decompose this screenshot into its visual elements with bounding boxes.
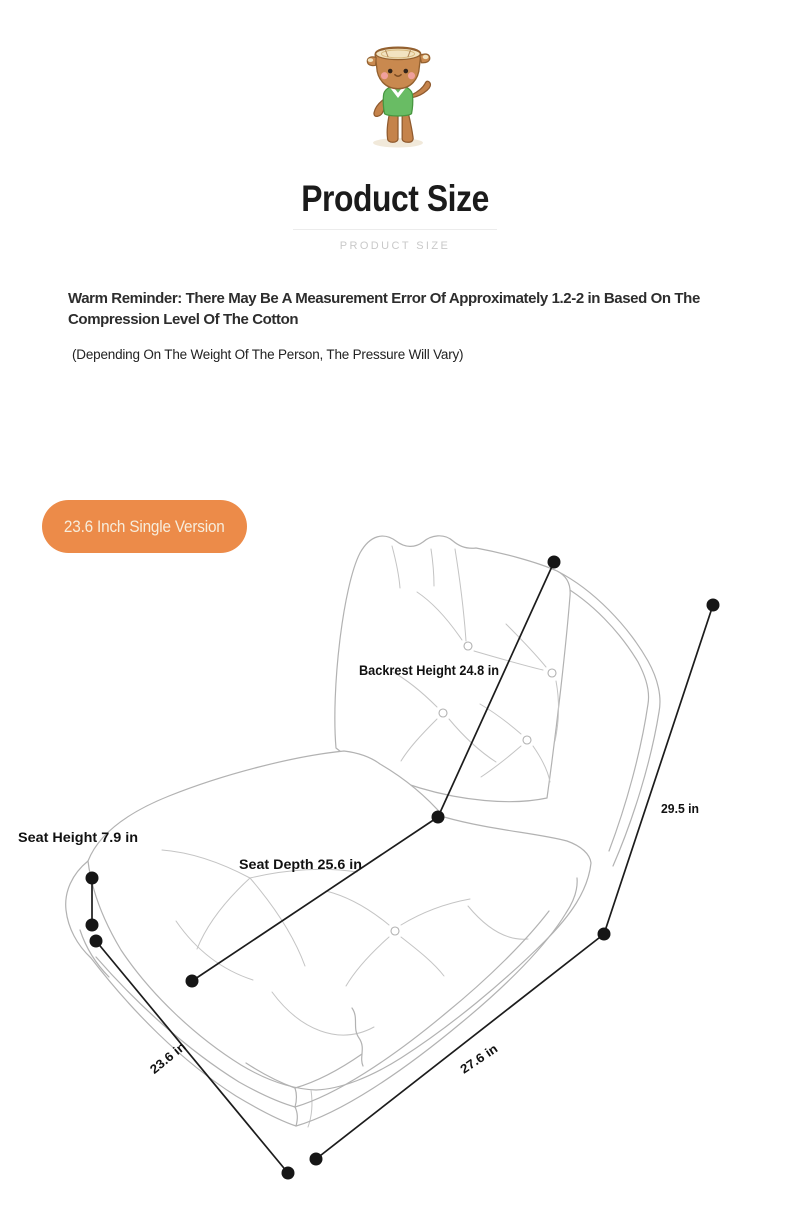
tuft-button xyxy=(523,736,531,744)
dimension-endpoint-dot xyxy=(598,928,611,941)
dimension-endpoint-dot xyxy=(86,919,99,932)
base-corner-fold xyxy=(295,1107,297,1126)
dimension-endpoint-dot xyxy=(310,1153,323,1166)
seat-depth-label: Seat Depth 25.6 in xyxy=(239,857,362,872)
overall-height-line xyxy=(604,605,713,934)
measurement-note-text: (Depending On The Weight Of The Person, The Pressure Will Vary) xyxy=(72,347,464,362)
overall-height-label: 29.5 in xyxy=(661,802,699,816)
tuft-button xyxy=(391,927,399,935)
dimension-endpoint-dot xyxy=(707,599,720,612)
backrest-side-inner-line xyxy=(560,584,649,851)
backrest-side-outline xyxy=(557,571,660,866)
tuft-button xyxy=(464,642,472,650)
page-title: Product Size xyxy=(301,178,489,219)
variant-badge-label: 23.6 Inch Single Version xyxy=(64,516,225,536)
chair-line-drawing xyxy=(66,536,660,1127)
dimension-endpoint-dot xyxy=(432,811,445,824)
page-subtitle: PRODUCT SIZE xyxy=(339,240,451,252)
width-label: 23.6 in xyxy=(147,1041,187,1077)
seat-height-label: Seat Height 7.9 in xyxy=(18,830,138,845)
depth-label: 27.6 in xyxy=(457,1043,498,1077)
dimension-endpoint-dot xyxy=(282,1167,295,1180)
dimension-endpoint-dot xyxy=(548,556,561,569)
dimension-endpoint-dot xyxy=(90,935,103,948)
dimension-endpoint-dot xyxy=(186,975,199,988)
dimension-endpoint-dot xyxy=(86,872,99,885)
backrest-height-label: Backrest Height 24.8 in xyxy=(359,663,499,678)
tuft-button xyxy=(439,709,447,717)
measurement-warning-text: Warm Reminder: There May Be A Measurement Error Of Approximately 1.2-2 in Based On The Compression Level Of The Cotton xyxy=(68,290,700,329)
base-corner-fold xyxy=(295,1088,297,1107)
tuft-button xyxy=(548,669,556,677)
